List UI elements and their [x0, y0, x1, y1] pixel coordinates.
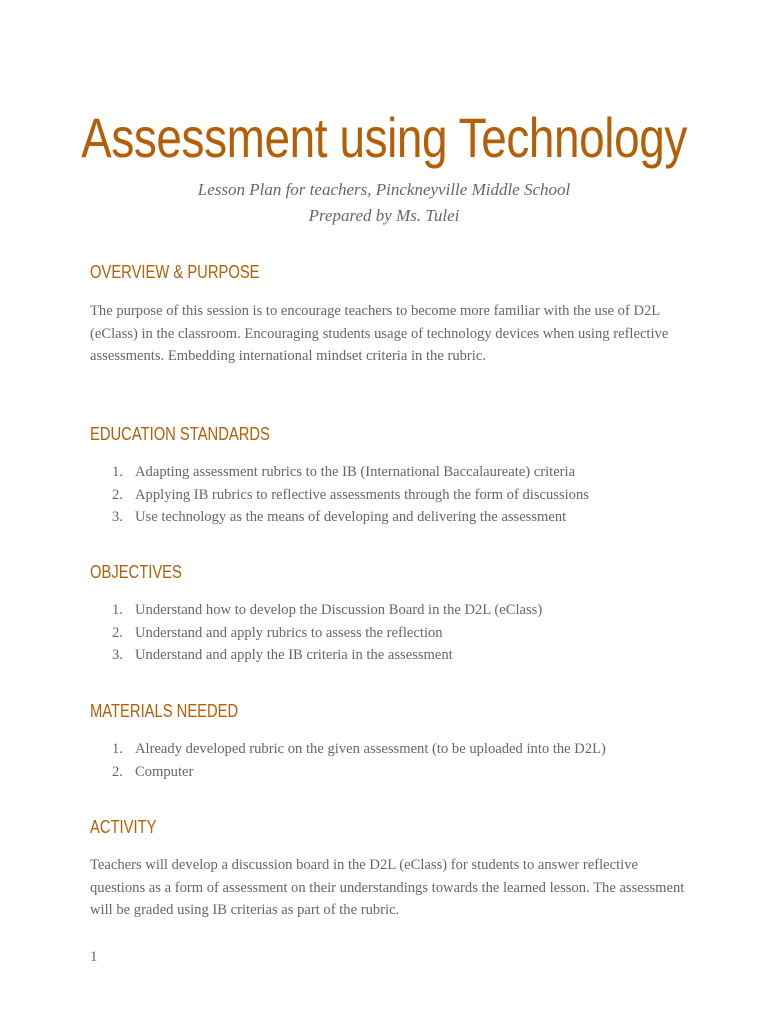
- objectives-list: [90, 599, 690, 667]
- overview-paragraph: The purpose of this session is to encourage teachers to become more familiar with the use of D2L (eClass) in the classroom. Encouraging students usage of technology devices when using reflective assessments. Embedding international mindset criteria in the rubric.: [90, 303, 669, 364]
- materials-list: [90, 738, 690, 783]
- list-item: 2. Applying IB rubrics to reflective assessments through the form of discussions: [112, 486, 589, 503]
- activity-paragraph: Teachers will develop a discussion board in the D2L (eClass) for students to answer reflective questions as a form of assessment on their understandings towards the learned lesson. The assessment will be graded using IB criterias as part of the rubric.: [90, 857, 685, 918]
- list-item: 2. Computer: [112, 763, 194, 780]
- heading-materials-needed: MATERIALS NEEDED: [90, 701, 239, 721]
- heading-activity: ACTIVITY: [90, 817, 157, 837]
- standards-list: [90, 461, 690, 529]
- list-item: 1. Understand how to develop the Discussion Board in the D2L (eClass): [112, 602, 543, 618]
- document-title: Assessment using Technology: [81, 106, 687, 169]
- list-item: 2. Understand and apply rubrics to assess the reflection: [112, 624, 443, 641]
- heading-overview: OVERVIEW & PURPOSE: [90, 262, 260, 282]
- heading-objectives: OBJECTIVES: [90, 562, 182, 582]
- page-number: 1: [90, 949, 98, 965]
- document-subtitle: Lesson Plan for teachers, Pinckneyville Middle School: [197, 180, 571, 199]
- list-item: 3. Understand and apply the IB criteria in the assessment: [112, 647, 453, 663]
- heading-education-standards: EDUCATION STANDARDS: [90, 424, 270, 444]
- list-item: 1. Adapting assessment rubrics to the IB (International Baccalaureate) criteria: [112, 464, 576, 480]
- document-author: Prepared by Ms. Tulei: [308, 206, 460, 225]
- list-item: 1. Already developed rubric on the given assessment (to be uploaded into the D2L): [112, 741, 606, 757]
- list-item: 3. Use technology as the means of developing and delivering the assessment: [112, 509, 567, 525]
